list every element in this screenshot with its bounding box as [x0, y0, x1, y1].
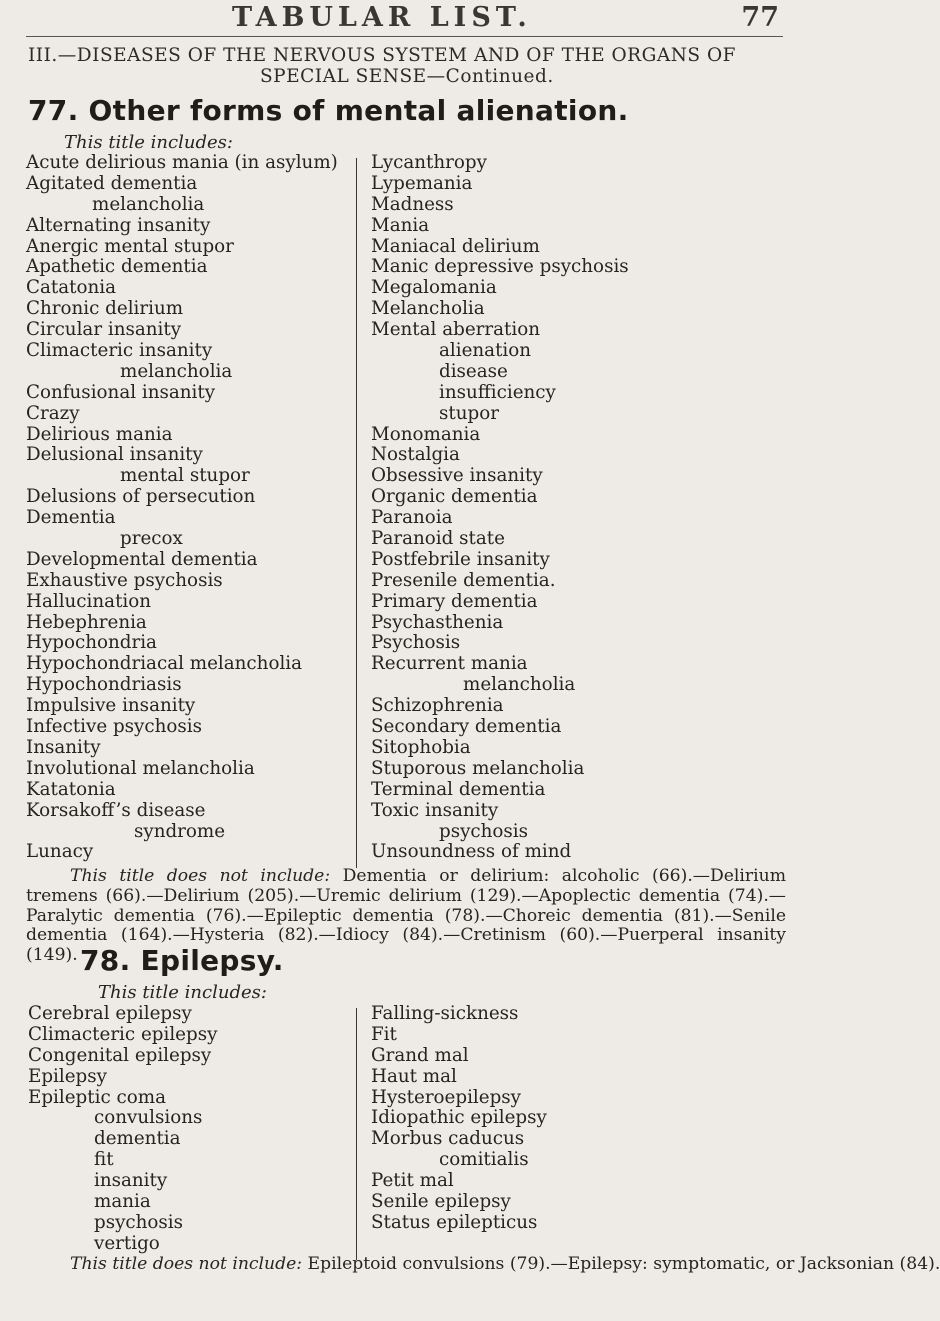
list-item: Hebephrenia	[26, 611, 147, 633]
list-item: Stuporous melancholia	[371, 757, 585, 779]
exclusion-lead-77: This title does not include:	[70, 866, 331, 886]
includes-label-77: This title includes:	[64, 132, 233, 153]
list-item: Impulsive insanity	[26, 695, 196, 717]
list-item: Epilepsy	[28, 1065, 107, 1087]
list-item: Hallucination	[26, 590, 152, 612]
list-item: psychosis	[439, 820, 529, 842]
list-item: Petit mal	[371, 1170, 454, 1192]
list-item: Lunacy	[26, 841, 94, 863]
list-item: Falling-sickness	[371, 1003, 519, 1024]
list-item: Status epilepticus	[371, 1211, 538, 1233]
list-item: convulsions	[94, 1107, 203, 1129]
list-item: Korsakoff’s disease	[26, 799, 206, 821]
list-item: Delusional insanity	[26, 444, 203, 466]
list-item: Lycanthropy	[371, 152, 487, 173]
list-item: Insanity	[26, 736, 101, 758]
includes-label-78: This title includes:	[98, 982, 267, 1003]
list-item: Organic dementia	[371, 486, 538, 508]
list-item: Delusions of persecution	[26, 486, 256, 508]
list-item: Anergic mental stupor	[26, 235, 234, 257]
list-item: comitialis	[439, 1149, 529, 1171]
section-title-line1: III.—DISEASES OF THE NERVOUS SYSTEM AND OF THE ORGANS OF	[28, 45, 736, 66]
list-item: Melancholia	[371, 298, 485, 320]
list-item: dementia	[94, 1128, 181, 1150]
list-item: Sitophobia	[371, 736, 471, 758]
list-item: Idiopathic epilepsy	[371, 1107, 547, 1129]
exclusion-lead-78: This title does not include:	[70, 1254, 303, 1274]
heading-77: 77. Other forms of mental alienation.	[28, 94, 629, 127]
list-item: Nostalgia	[371, 444, 460, 466]
exclusion-text-77: Dementia or delirium: alcoholic (66).—Delirium tremens (66).—Delirium (205).—Uremic delirium (129).—Apoplectic dementia (74).—Paralytic dementia (76).—Epileptic dementia (78).—Choreic dementia (81).—Senile dementia (164).—Hysteria (82).—Idiocy (84).—Cretinism (60).—Puerperal insanity (149).	[26, 866, 786, 966]
list-item: disease	[439, 360, 508, 382]
section-title	[28, 45, 788, 87]
column-divider-78	[356, 1008, 357, 1260]
list-item: Hysteroepilepsy	[371, 1086, 522, 1108]
exclusion-text-78: Epileptoid convulsions (79).—Epilepsy: symptomatic, or Jacksonian (84).	[302, 1254, 940, 1274]
list-item: mania	[94, 1191, 151, 1213]
list-item: mental stupor	[120, 465, 250, 487]
list-item: Paranoia	[371, 507, 453, 529]
list-item: Grand mal	[371, 1044, 469, 1066]
list-item: Cerebral epilepsy	[28, 1003, 192, 1024]
page-number: 77	[741, 2, 779, 33]
running-head	[0, 2, 801, 36]
list-item: Confusional insanity	[26, 381, 216, 403]
list-77-left	[26, 153, 338, 863]
list-item: Hypochondria	[26, 632, 157, 654]
list-item: Developmental dementia	[26, 548, 258, 570]
list-item: melancholia	[463, 674, 576, 696]
list-item: Hypochondriacal melancholia	[26, 653, 303, 675]
list-item: Presenile dementia.	[371, 569, 556, 591]
list-item: melancholia	[92, 193, 205, 215]
list-item: Psychosis	[371, 632, 461, 654]
list-item: Infective psychosis	[26, 716, 203, 738]
list-item: Maniacal delirium	[371, 235, 540, 257]
list-item: Secondary dementia	[371, 716, 562, 738]
list-item: Exhaustive psychosis	[26, 569, 223, 591]
list-item: vertigo	[94, 1232, 160, 1254]
list-item: Senile epilepsy	[371, 1191, 511, 1213]
list-item: Apathetic dementia	[26, 256, 208, 278]
list-item: Haut mal	[371, 1065, 457, 1087]
list-item: insufficiency	[439, 381, 556, 403]
list-item: Lypemania	[371, 172, 473, 194]
list-item: Morbus caducus	[371, 1128, 525, 1150]
list-item: Paranoid state	[371, 528, 505, 550]
list-item: psychosis	[94, 1211, 184, 1233]
column-divider-77	[356, 158, 357, 868]
list-item: Hypochondriasis	[26, 674, 182, 696]
exclusion-note-78	[70, 1254, 940, 1274]
list-item: Climacteric insanity	[26, 340, 213, 362]
list-item: Monomania	[371, 423, 481, 445]
list-item: Obsessive insanity	[371, 465, 543, 487]
list-item: Crazy	[26, 402, 80, 424]
header-rule	[26, 36, 783, 37]
list-item: Primary dementia	[371, 590, 538, 612]
list-item: Schizophrenia	[371, 695, 504, 717]
section-title-line2: SPECIAL SENSE—Continued.	[260, 66, 554, 87]
list-item: Madness	[371, 193, 454, 215]
list-item: Postfebrile insanity	[371, 548, 550, 570]
list-item: insanity	[94, 1170, 168, 1192]
list-item: Katatonia	[26, 778, 116, 800]
list-item: Unsoundness of mind	[371, 841, 572, 863]
list-item: Circular insanity	[26, 319, 182, 341]
list-item: Mania	[371, 214, 430, 236]
list-item: Psychasthenia	[371, 611, 504, 633]
list-item: Terminal dementia	[371, 778, 546, 800]
list-item: Agitated dementia	[26, 172, 198, 194]
list-78-left	[28, 1004, 217, 1255]
list-item: Manic depressive psychosis	[371, 256, 629, 278]
list-item: Chronic delirium	[26, 298, 184, 320]
running-title: TABULAR LIST.	[232, 2, 532, 33]
list-item: Alternating insanity	[26, 214, 211, 236]
list-item: Congenital epilepsy	[28, 1044, 212, 1066]
heading-78: 78. Epilepsy.	[80, 944, 284, 977]
list-item: Involutional melancholia	[26, 757, 255, 779]
list-item: Acute delirious mania (in asylum)	[26, 152, 338, 173]
list-item: Catatonia	[26, 277, 117, 299]
list-item: Epileptic coma	[28, 1086, 166, 1108]
list-78-right	[371, 1004, 547, 1234]
list-item: stupor	[439, 402, 499, 424]
list-item: syndrome	[134, 820, 226, 842]
list-item: Fit	[371, 1023, 397, 1045]
list-item: Recurrent mania	[371, 653, 528, 675]
list-item: fit	[94, 1149, 114, 1171]
list-item: alienation	[439, 340, 532, 362]
list-item: melancholia	[120, 360, 233, 382]
list-item: precox	[120, 528, 183, 550]
list-item: Climacteric epilepsy	[28, 1023, 218, 1045]
list-item: Delirious mania	[26, 423, 173, 445]
list-item: Mental aberration	[371, 319, 540, 341]
list-77-right	[371, 153, 629, 863]
list-item: Megalomania	[371, 277, 497, 299]
list-item: Dementia	[26, 507, 116, 529]
list-item: Toxic insanity	[371, 799, 499, 821]
